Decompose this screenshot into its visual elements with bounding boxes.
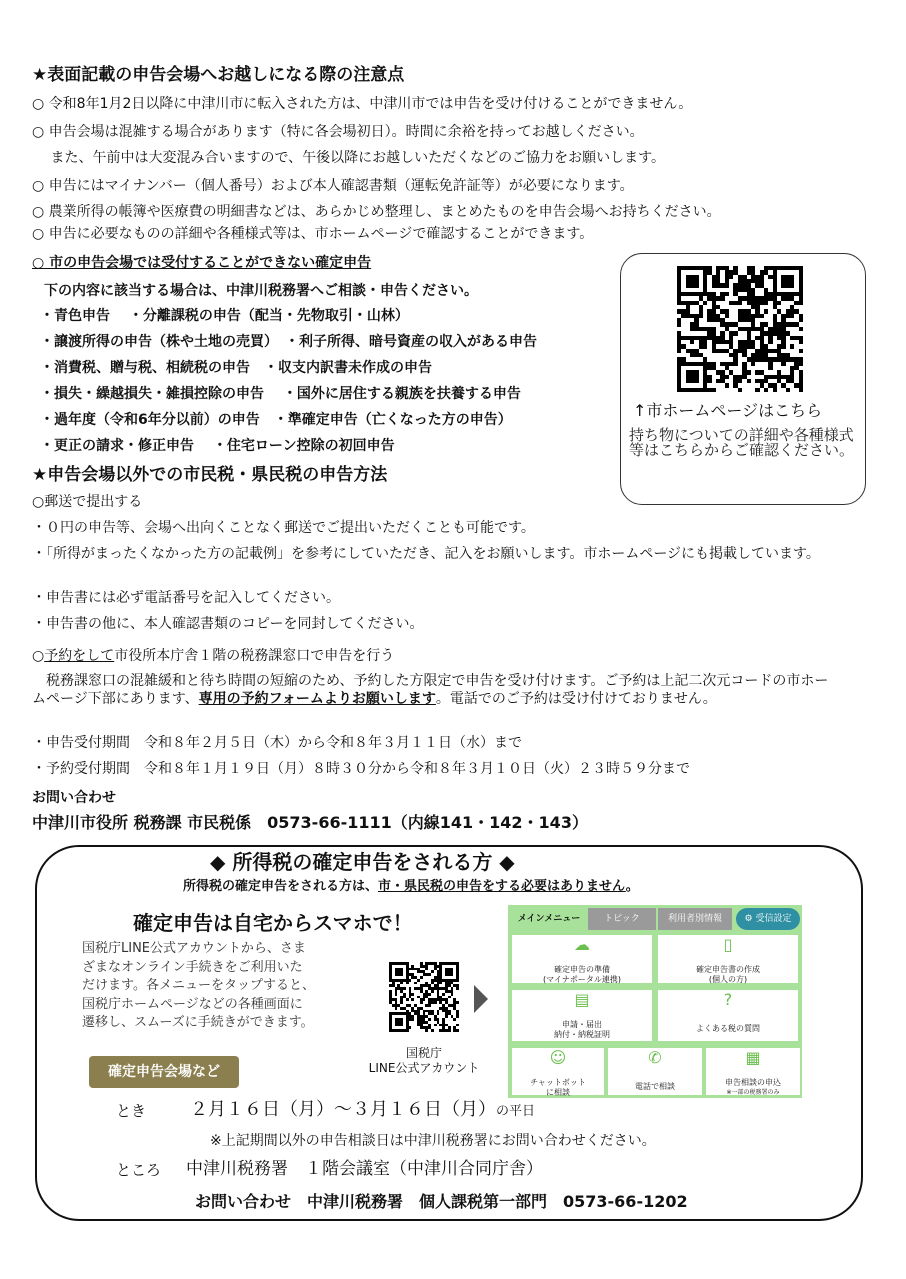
- period-note: ※上記期間以外の申告相談日は中津川税務署にお問い合わせください。: [210, 1133, 656, 1149]
- cloud-icon: ☁: [574, 935, 590, 954]
- menu-consult-booking[interactable]: [706, 1048, 800, 1095]
- cell-label: 申告相談の申込: [725, 1078, 781, 1087]
- list-item: ・消費税、贈与税、相続税の申告 ・収支内訳書未作成の申告: [40, 360, 432, 376]
- menu-faq[interactable]: [658, 990, 798, 1041]
- desc-line: 遷移し、スムーズに手続きができます。: [82, 1015, 314, 1030]
- notes-title: ★表面記載の申告会場へお越しになる際の注意点: [32, 65, 405, 85]
- note-line: ○ 令和8年1月2日以降に中津川市に転入された方は、中津川市では申告を受け付けることができません。: [32, 96, 693, 112]
- tab-topics[interactable]: トピック: [588, 908, 656, 930]
- question-icon: ?: [723, 990, 733, 1009]
- desc-line: 国税庁LINE公式アカウントから、さま: [82, 941, 306, 956]
- smartphone-desc: [82, 940, 315, 1033]
- subtitle-text: 所得税の確定申告をされる方は、: [183, 879, 379, 894]
- desc-line: ざまなオンライン手続きをご利用いた: [82, 959, 303, 975]
- note-line: ○ 申告会場は混雑する場合があります（特に各会場初日）。時間に余裕を持ってお越しください。: [32, 124, 644, 140]
- tax-office-contact: お問い合わせ 中津川税務署 個人課税第一部門 0573-66-1202: [195, 1192, 688, 1211]
- reservation-text-2: 。電話でのご予約は受け付けておりません。: [435, 691, 717, 707]
- reservation-title-rest: 市役所本庁舎１階の税務課窓口で申告を行う: [114, 648, 395, 664]
- arrow-right-icon: [474, 985, 488, 1013]
- cell-sublabel: (個人の方): [708, 975, 748, 984]
- reservation-prefix: ○: [32, 648, 45, 664]
- income-tax-subtitle: [183, 878, 639, 896]
- phone-icon: ✆: [648, 1048, 662, 1067]
- menu-prepare[interactable]: [512, 935, 652, 983]
- when-label: とき: [116, 1102, 147, 1120]
- subtitle-underlined: 市・県民税の申告をする必要はありません: [378, 879, 626, 894]
- cell-sublabel: (マイナポータル連携): [542, 975, 622, 984]
- subtitle-end: 。: [625, 879, 639, 894]
- mail-title: ○郵送で提出する: [32, 494, 143, 510]
- cell-label: チャットボット: [530, 1078, 586, 1087]
- desc-line: 国税庁ホームページなどの各種画面に: [82, 996, 303, 1012]
- gear-icon: ⚙: [744, 914, 753, 924]
- receive-settings-button[interactable]: [736, 908, 800, 930]
- other-methods-title: ★申告会場以外での市民税・県民税の申告方法: [32, 465, 388, 485]
- reservation-text-1: 税務課窓口の混雑緩和と待ち時間の短縮のため、予約した方限定で申告を受け付けます。ご予約は上記二次元コードの市ホームページ下部にあります、: [32, 673, 829, 707]
- list-item: ・譲渡所得の申告（株や土地の売買） ・利子所得、暗号資産の収入がある申告: [40, 334, 537, 350]
- venue-label: 確定申告会場など: [89, 1056, 239, 1088]
- reservation-title: [32, 647, 394, 665]
- menu-applications[interactable]: [512, 990, 652, 1041]
- tab-user-info[interactable]: 利用者別情報: [658, 908, 732, 930]
- contact-label: お問い合わせ: [32, 790, 116, 806]
- homepage-link[interactable]: ↑市ホームページはこちら: [633, 401, 823, 420]
- city-contact: 中津川市役所 税務課 市民税係 0573-66-1111（内線141・142・143）: [32, 813, 588, 832]
- reservation-title-underlined: 予約をして: [44, 648, 115, 664]
- smartphone-title: 確定申告は自宅からスマホで！: [133, 911, 413, 935]
- chatbot-icon: ☺: [549, 1048, 567, 1067]
- line-menu-image: [508, 905, 802, 1098]
- cell-label: 電話で相談: [635, 1082, 675, 1091]
- reservation-paragraph: [32, 672, 842, 708]
- document-icon: ▤: [574, 990, 590, 1009]
- homepage-desc: 持ち物についての詳細や各種様式等はこちらからご確認ください。: [629, 426, 855, 459]
- cell-label: 確定申告の準備: [554, 965, 610, 974]
- when-value: ２月１６日（月）～３月１６日（月）: [190, 1099, 496, 1120]
- list-item: ・青色申告 ・分離課税の申告（配当・先物取引・山林）: [40, 308, 409, 324]
- caption-line: LINE公式アカウント: [368, 1061, 480, 1075]
- tab-main-menu[interactable]: メインメニュー: [510, 908, 588, 930]
- mail-line: ・０円の申告等、会場へ出向くことなく郵送でご提出いただくことも可能です。: [32, 520, 535, 536]
- desc-line: だけます。各メニューをタップすると、: [82, 978, 315, 993]
- menu-create-return[interactable]: [658, 935, 798, 983]
- cell-label: よくある税の質問: [696, 1024, 760, 1033]
- receive-settings-label: 受信設定: [755, 914, 792, 924]
- menu-phone[interactable]: [608, 1048, 702, 1095]
- note-line: ○ 申告にはマイナンバー（個人番号）および本人確認書類（運転免許証等）が必要になります。: [32, 178, 634, 194]
- reservation-form-link[interactable]: 専用の予約フォームよりお願いします: [198, 691, 436, 707]
- mail-line: ・申告書の他に、本人確認書類のコピーを同封してください。: [32, 616, 424, 632]
- note-line: ○ 農業所得の帳簿や医療費の明細書などは、あらかじめ整理し、まとめたものを申告会場へお持ちください。: [32, 204, 721, 220]
- cell-sublabel: に相談: [546, 1088, 570, 1097]
- not-accepted-title: ○ 市の申告会場では受付することができない確定申告: [32, 255, 372, 271]
- not-accepted-intro: 下の内容に該当する場合は、中津川税務署へご相談・申告ください。: [44, 283, 478, 299]
- list-item: ・更正の請求・修正申告 ・住宅ローン控除の初回申告: [40, 438, 395, 454]
- when-dates: [190, 1099, 535, 1123]
- calendar-icon: ▦: [745, 1048, 761, 1067]
- note-line: また、午前中は大変混み合いますので、午後以降にお越しいただくなどのご協力をお願いします。: [32, 150, 666, 166]
- period-line: ・予約受付期間 令和８年１月１９日（月）８時３０分から令和８年３月１０日（火）２３時５９分まで: [32, 761, 690, 777]
- menu-chatbot[interactable]: [512, 1048, 604, 1095]
- homepage-qr-panel: [620, 253, 866, 505]
- income-tax-title: ◆ 所得税の確定申告をされる方 ◆: [210, 850, 515, 874]
- mail-line: ・「所得がまったくなかった方の記載例」を参考にしていただき、記入をお願いします。市ホームページにも掲載しています。: [32, 546, 820, 562]
- list-item: ・損失・繰越損失・雑損控除の申告 ・国外に居住する親族を扶養する申告: [40, 386, 521, 402]
- cell-label: 確定申告書の作成: [696, 965, 760, 974]
- caption-line: 国税庁: [405, 1046, 442, 1060]
- when-suffix: の平日: [496, 1104, 536, 1119]
- where-label: ところ: [116, 1161, 162, 1179]
- cell-label: 申請・届出: [562, 1020, 602, 1029]
- cell-sublabel: ※一部の税務署のみ: [726, 1089, 780, 1096]
- period-line: ・申告受付期間 令和８年２月５日（木）から令和８年３月１１日（水）まで: [32, 735, 522, 751]
- cell-sublabel: 納付・納税証明: [554, 1030, 610, 1039]
- line-qr-code[interactable]: [389, 962, 459, 1032]
- line-qr-caption: [360, 1046, 488, 1076]
- note-line: ○ 申告に必要なものの詳細や各種様式等は、市ホームページで確認することができます。: [32, 226, 594, 242]
- list-item: ・過年度（令和6年分以前）の申告 ・準確定申告（亡くなった方の申告）: [40, 412, 512, 428]
- where-value: 中津川税務署 １階会議室（中津川合同庁舎）: [186, 1159, 543, 1179]
- mail-line: ・申告書には必ず電話番号を記入してください。: [32, 590, 340, 606]
- homepage-qr-code[interactable]: [677, 266, 803, 392]
- smartphone-icon: ▯: [723, 935, 733, 954]
